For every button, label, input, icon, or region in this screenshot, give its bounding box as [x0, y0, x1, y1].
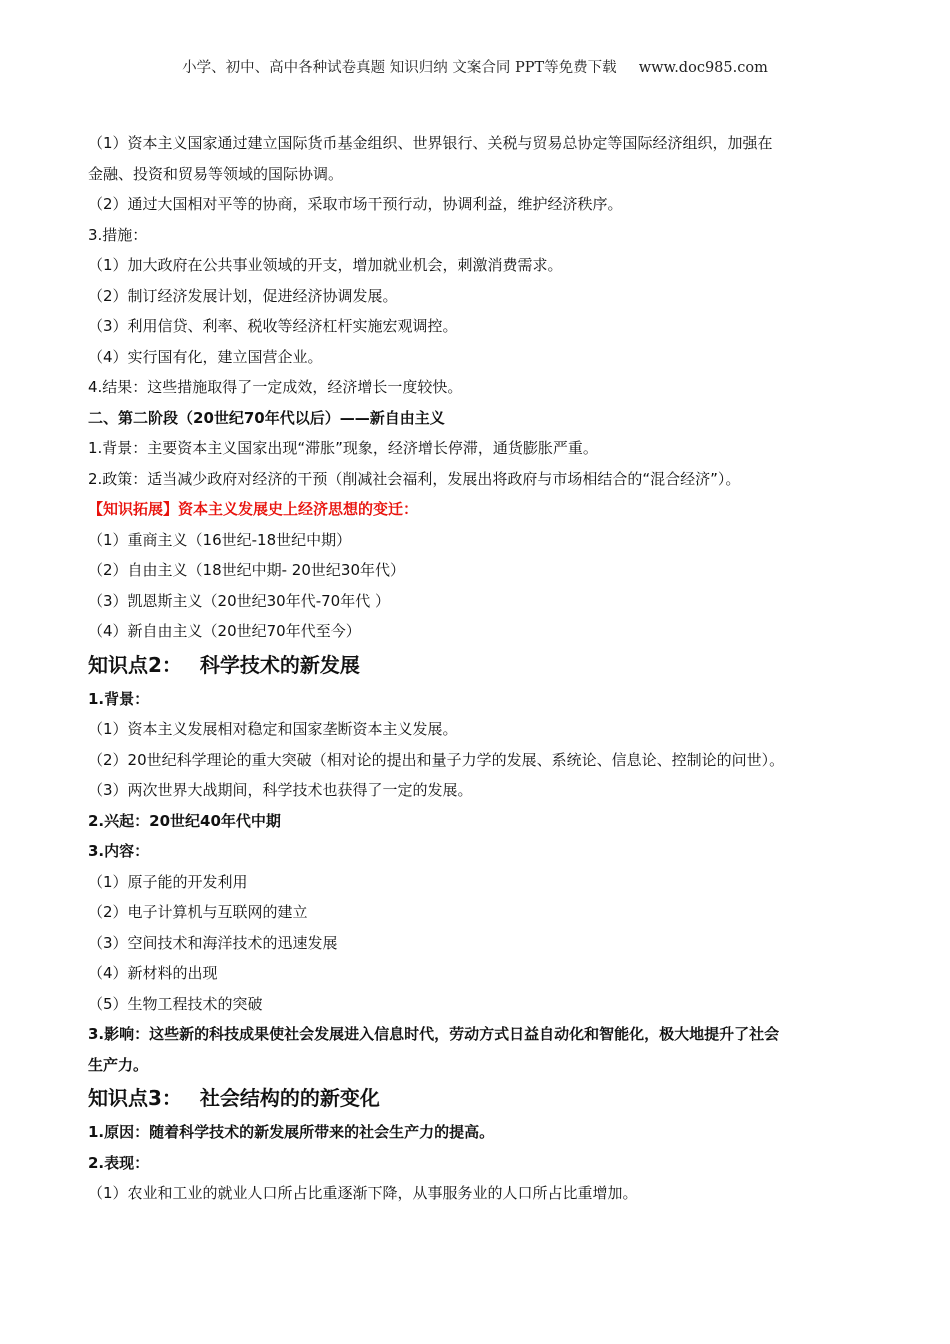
list-item: （1）农业和工业的就业人口所占比重逐渐下降，从事服务业的人口所占比重增加。 [88, 1184, 638, 1202]
knowledge-point-2-heading [88, 649, 878, 681]
header-promo-text: 小学、初中、高中各种试卷真题 知识归纳 文案合同 PPT等免费下载 [182, 60, 617, 76]
list-item: （4）实行国有化，建立国营企业。 [88, 347, 323, 366]
page-header [0, 56, 950, 77]
subheading-cause: 1.原因：随着科学技术的新发展所带来的社会生产力的提高。 [88, 1123, 495, 1141]
list-item: （4）新自由主义（20世纪70年代至今） [88, 622, 361, 640]
list-item: （3）两次世界大战期间，科学技术也获得了一定的发展。 [88, 781, 473, 799]
paragraph-line: 4.结果：这些措施取得了一定成效，经济增长一度较快。 [88, 378, 463, 396]
list-item: （5）生物工程技术的突破 [88, 994, 263, 1013]
list-item: （3）利用信贷、利率、税收等经济杠杆实施宏观调控。 [88, 317, 458, 335]
knowledge-point-title: 社会结构的的新变化 [199, 1086, 380, 1110]
knowledge-extension-heading: 【知识拓展】资本主义发展史上经济思想的变迁： [88, 500, 419, 518]
paragraph-line: （2）通过大国相对平等的协商，采取市场干预行动，协调利益，维护经济秩序。 [88, 195, 623, 213]
subheading-content: 3.内容： [88, 842, 150, 860]
knowledge-point-title: 科学技术的新发展 [199, 652, 360, 677]
section-heading-stage-two: 二、第二阶段（20世纪70年代以后）——新自由主义 [88, 408, 445, 427]
list-item: （1）资本主义发展相对稳定和国家垄断资本主义发展。 [88, 720, 458, 738]
list-item: （2）制订经济发展计划，促进经济协调发展。 [88, 286, 398, 305]
subheading-measures: 3.措施： [88, 225, 148, 244]
subheading-impact: 3.影响：这些新的科技成果使社会发展进入信息时代，劳动方式日益自动化和智能化，极大地提升了社会 [88, 1025, 780, 1043]
list-item: （2）20世纪科学理论的重大突破（相对论的提出和量子力学的发展、系统论、信息论、控制论的问世）。 [88, 750, 785, 769]
paragraph-line: 金融、投资和贸易等领域的国际协调。 [88, 164, 344, 183]
paragraph-line: 1.背景：主要资本主义国家出现“滞胀”现象，经济增长停滞，通货膨胀严重。 [88, 439, 598, 457]
subheading-rise: 2.兴起：20世纪40年代中期 [88, 811, 281, 830]
knowledge-point-number: 知识点3： [88, 1086, 182, 1110]
subheading-manifestation: 2.表现： [88, 1153, 150, 1172]
knowledge-point-number: 知识点2： [88, 652, 182, 677]
list-item: （1）加大政府在公共事业领域的开支，增加就业机会，刺激消费需求。 [88, 256, 563, 274]
header-website-link[interactable]: www.doc985.com [638, 60, 768, 76]
paragraph-line: 2.政策：适当减少政府对经济的干预（削减社会福利，发展出将政府与市场相结合的“混合经济”）。 [88, 469, 741, 488]
paragraph-line: 生产力。 [88, 1055, 149, 1074]
list-item: （3）空间技术和海洋技术的迅速发展 [88, 933, 338, 952]
subheading-background: 1.背景： [88, 689, 150, 708]
list-item: （2）自由主义（18世纪中期- 20世纪30年代） [88, 561, 405, 579]
list-item: （4）新材料的出现 [88, 964, 218, 982]
list-item: （1）原子能的开发利用 [88, 872, 248, 891]
paragraph-line: （1）资本主义国家通过建立国际货币基金组织、世界银行、关税与贸易总协定等国际经济组织，加强在 [88, 134, 773, 152]
list-item: （3）凯恩斯主义（20世纪30年代-70年代 ） [88, 591, 390, 610]
knowledge-point-3-heading [88, 1082, 878, 1114]
list-item: （2）电子计算机与互联网的建立 [88, 903, 308, 921]
document-body [88, 128, 878, 1209]
list-item: （1）重商主义（16世纪-18世纪中期） [88, 530, 352, 549]
